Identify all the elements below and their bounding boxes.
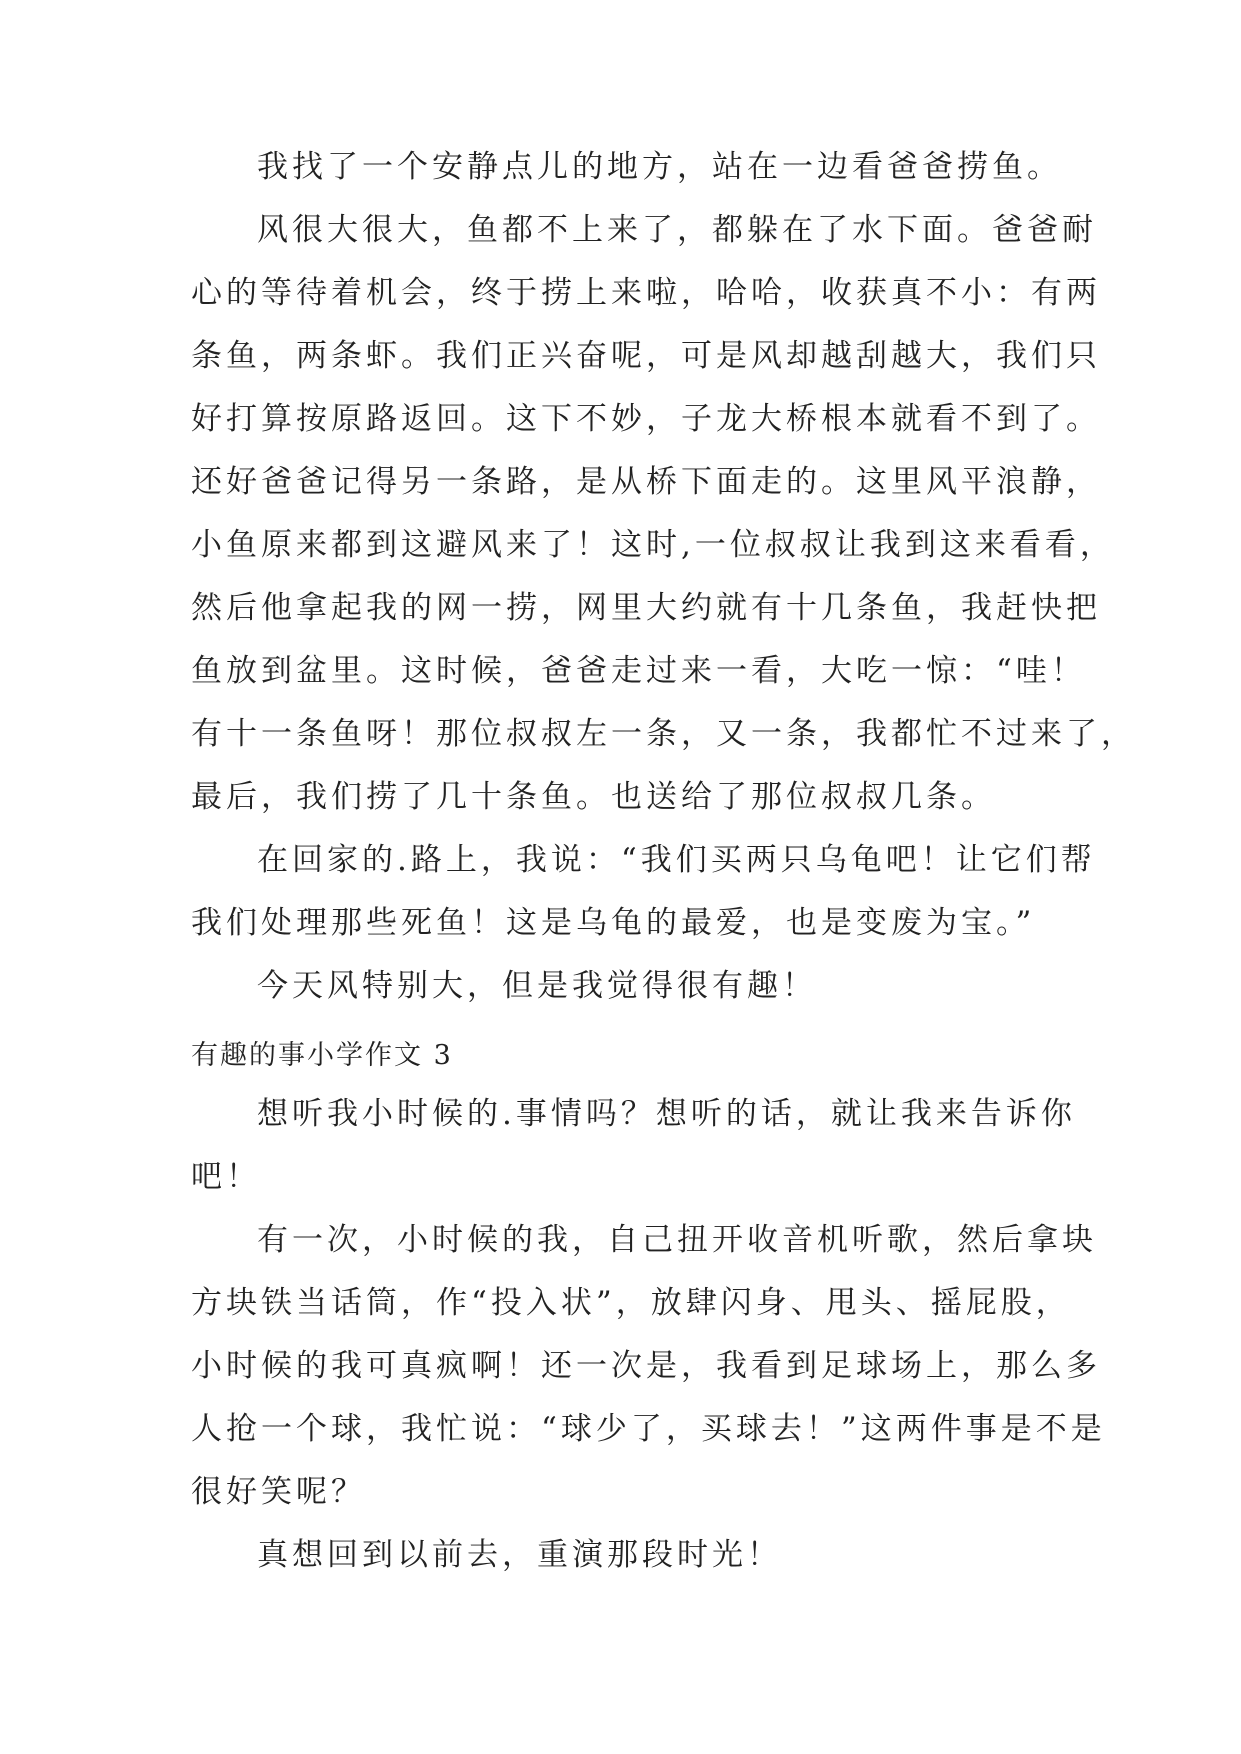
paragraph-line: 有一次，小时候的我，自己扭开收音机听歌，然后拿块 (257, 1222, 1097, 1258)
paragraph-line: 方块铁当话筒，作“投入状”，放肆闪身、甩头、摇屁股， (191, 1285, 1071, 1321)
paragraph-line: 好打算按原路返回。这下不妙，子龙大桥根本就看不到了。 (191, 401, 1101, 437)
essay-3-body (191, 1083, 1106, 1587)
paragraph-line: 有十一条鱼呀！那位叔叔左一条，又一条，我都忙不过来了， (191, 716, 1136, 752)
paragraph-line: 在回家的.路上，我说：“我们买两只乌龟吧！让它们帮 (257, 842, 1096, 878)
paragraph-line: 人抢一个球，我忙说：“球少了，买球去！”这两件事是不是 (191, 1411, 1106, 1447)
paragraph-line: 心的等待着机会，终于捞上来啦，哈哈，收获真不小：有两 (191, 275, 1101, 311)
paragraph-line: 鱼放到盆里。这时候，爸爸走过来一看，大吃一惊：“哇！ (191, 653, 1086, 689)
essay-heading: 有趣的事小学作文 3 (191, 1040, 453, 1071)
paragraph-line: 我们处理那些死鱼！这是乌龟的最爱，也是变废为宝。” (191, 905, 1036, 941)
paragraph-line: 今天风特别大，但是我觉得很有趣！ (257, 968, 817, 1004)
paragraph-line: 然后他拿起我的网一捞，网里大约就有十几条鱼，我赶快把 (191, 590, 1101, 626)
paragraph-line: 最后，我们捞了几十条鱼。也送给了那位叔叔几条。 (191, 779, 996, 815)
paragraph-line: 小鱼原来都到这避风来了！这时,一位叔叔让我到这来看看， (191, 527, 1115, 563)
paragraph-line: 风很大很大，鱼都不上来了，都躲在了水下面。爸爸耐 (257, 212, 1097, 248)
essay-continuation (191, 136, 1136, 1018)
paragraph-line: 条鱼，两条虾。我们正兴奋呢，可是风却越刮越大，我们只 (191, 338, 1101, 374)
paragraph-line: 吧！ (191, 1159, 261, 1195)
paragraph-line: 真想回到以前去，重演那段时光！ (257, 1537, 782, 1573)
paragraph-line: 小时候的我可真疯啊！还一次是，我看到足球场上，那么多 (191, 1348, 1101, 1384)
paragraph-line: 我找了一个安静点儿的地方，站在一边看爸爸捞鱼。 (257, 149, 1062, 185)
paragraph-line: 还好爸爸记得另一条路，是从桥下面走的。这里风平浪静， (191, 464, 1101, 500)
paragraph-line: 想听我小时候的.事情吗？想听的话，就让我来告诉你 (257, 1096, 1076, 1132)
paragraph-line: 很好笑呢？ (191, 1474, 366, 1510)
